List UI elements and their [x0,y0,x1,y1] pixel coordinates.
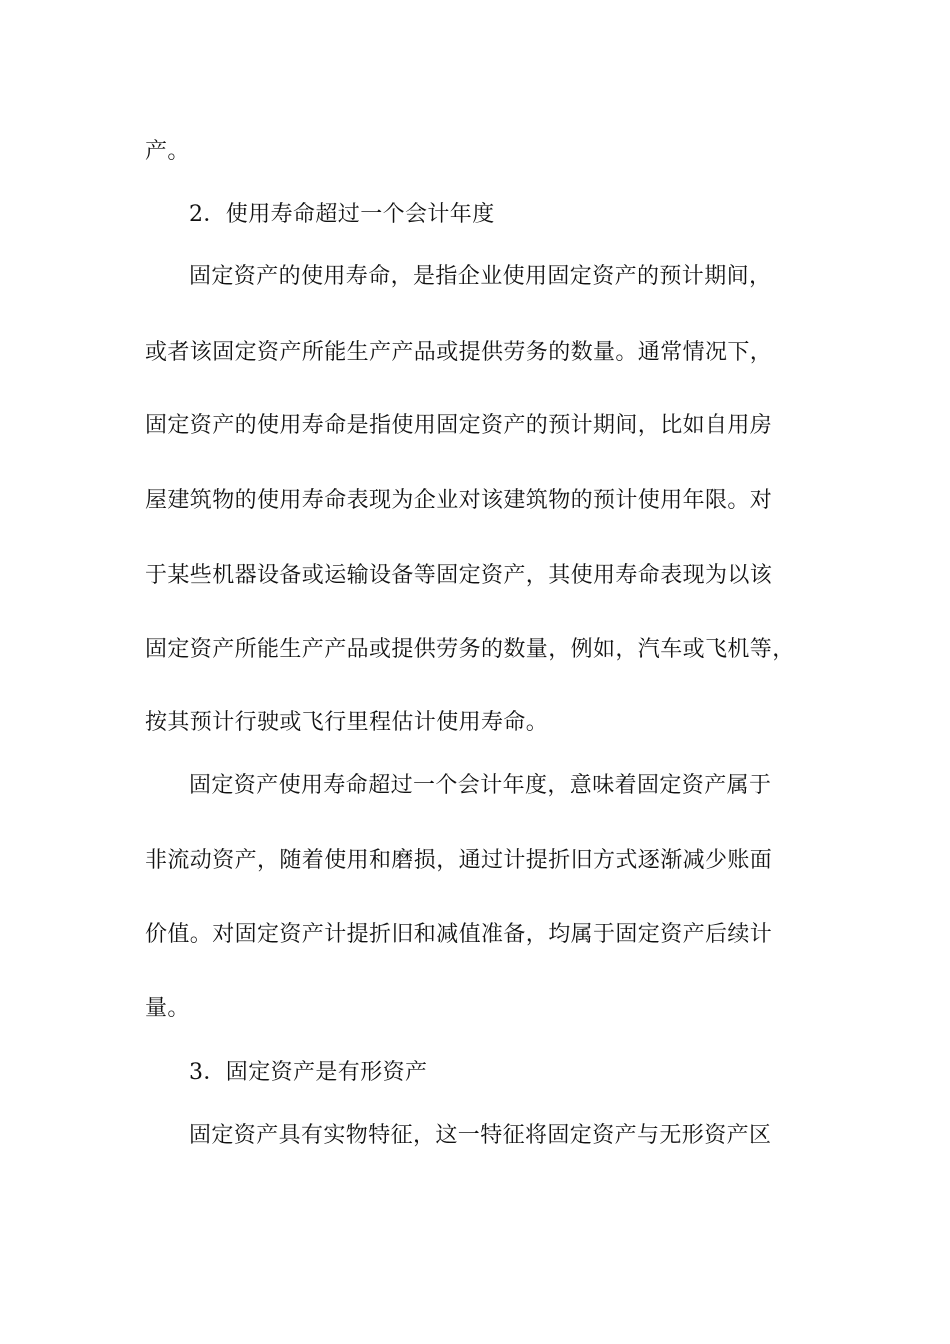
text-line: 固定资产所能生产产品或提供劳务的数量，例如，汽车或飞机等， [145,637,795,662]
text-line: 固定资产具有实物特征，这一特征将固定资产与无形资产区 [189,1123,772,1148]
text-line: 量。 [145,996,190,1021]
text-line: 固定资产的使用寿命，是指企业使用固定资产的预计期间， [189,264,772,289]
section-heading: 3．固定资产是有形资产 [189,1060,428,1085]
text-line: 价值。对固定资产计提折旧和减值准备，均属于固定资产后续计 [145,922,773,947]
text-line: 固定资产的使用寿命是指使用固定资产的预计期间，比如自用房 [145,413,773,438]
section-heading: 2．使用寿命超过一个会计年度 [189,202,495,227]
text-line: 非流动资产，随着使用和磨损，通过计提折旧方式逐渐减少账面 [145,848,773,873]
text-line: 产。 [145,139,190,164]
text-line: 或者该固定资产所能生产产品或提供劳务的数量。通常情况下， [145,340,773,365]
text-line: 按其预计行驶或飞行里程估计使用寿命。 [145,710,549,735]
text-line: 屋建筑物的使用寿命表现为企业对该建筑物的预计使用年限。对 [145,488,773,513]
text-line: 于某些机器设备或运输设备等固定资产，其使用寿命表现为以该 [145,563,773,588]
text-line: 固定资产使用寿命超过一个会计年度，意味着固定资产属于 [189,773,772,798]
